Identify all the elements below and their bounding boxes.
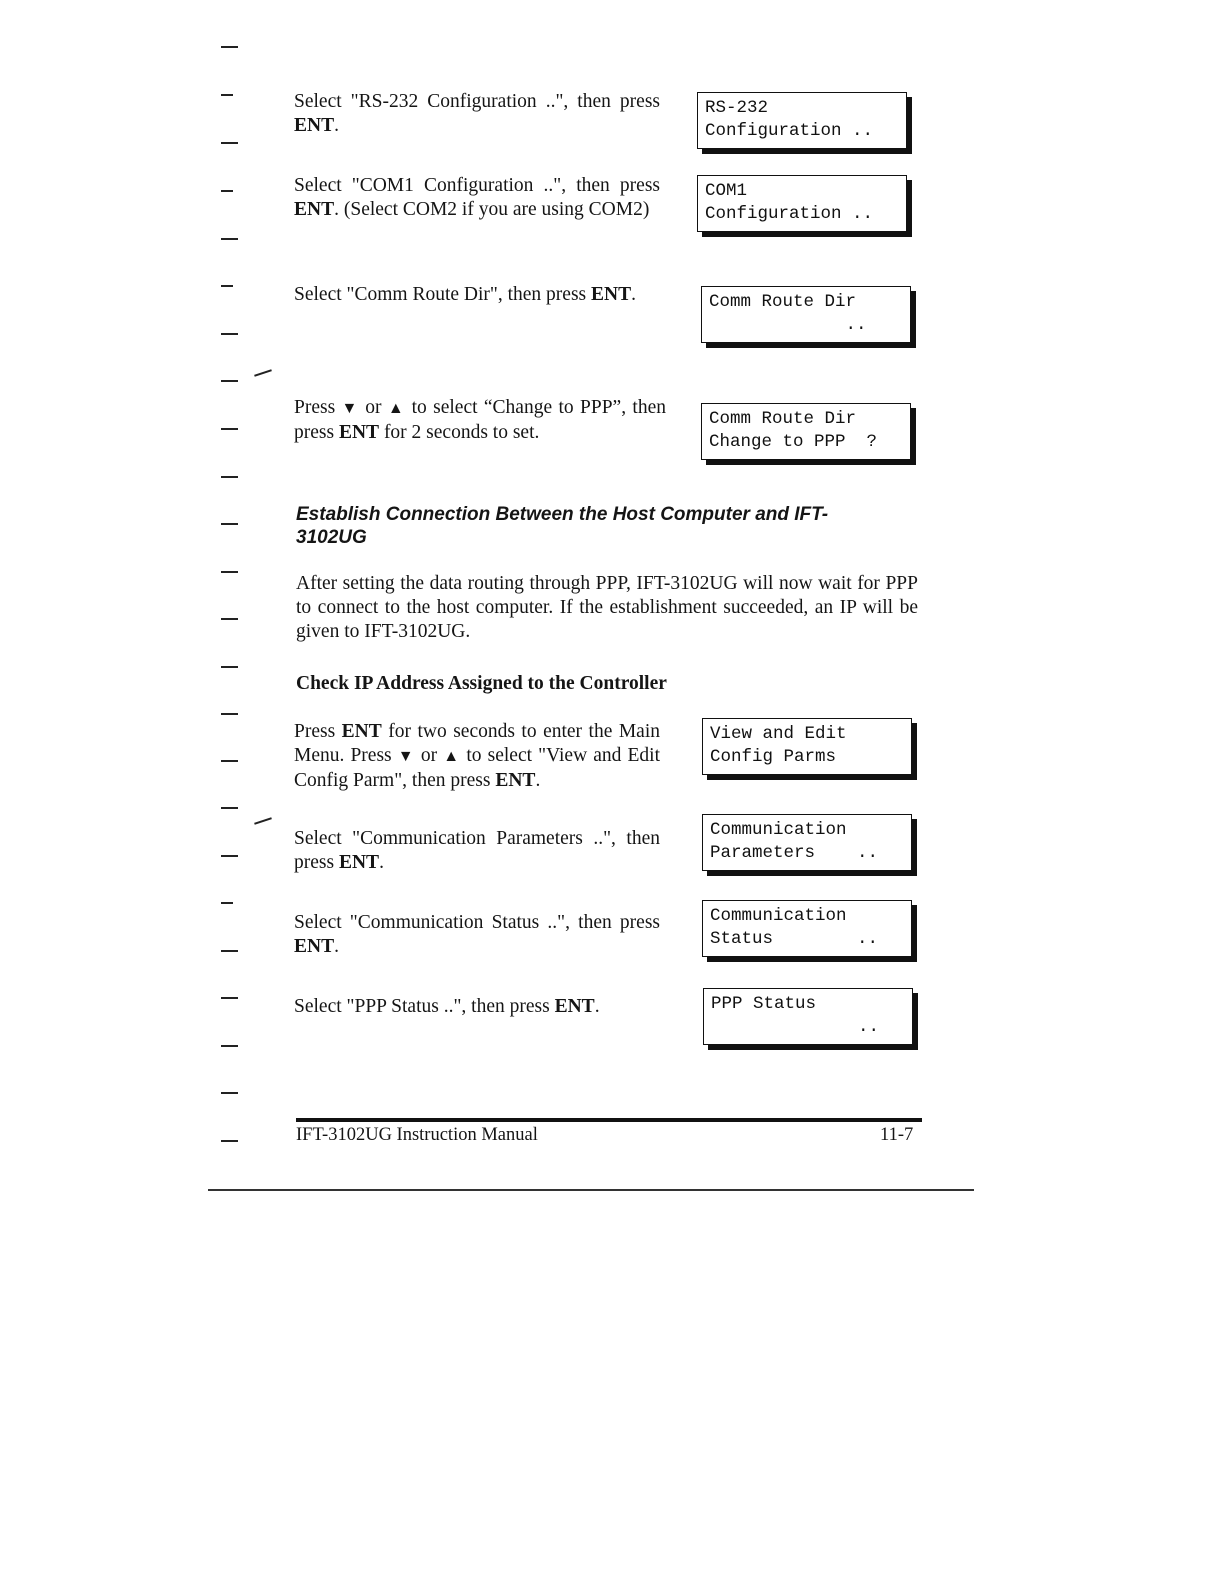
page-bottom-rule [208,1189,974,1191]
margin-mark [221,902,233,904]
subheading: Check IP Address Assigned to the Controller [296,673,667,694]
margin-mark [221,760,238,762]
up-arrow-icon: ▲ [387,400,406,417]
lcd-display-com1 [697,175,907,232]
margin-mark [221,94,233,96]
lcd-display-change-ppp [701,403,911,460]
footer-title: IFT-3102UG Instruction Manual [296,1125,538,1145]
step-com1: Select "COM1 Configuration ..", then press ENT. (Select COM2 if you are using COM2) [294,175,660,220]
step-comm-route: Select "Comm Route Dir", then press ENT. [294,284,636,305]
lcd-line-2: Configuration .. [705,121,874,141]
section-heading-line-1: Establish Connection Between the Host Computer and IFT- [296,504,829,525]
step-rs232: Select "RS-232 Configuration ..", then press ENT. [294,91,660,136]
page-number: 11-7 [880,1125,914,1145]
margin-curl [254,369,272,376]
down-arrow-icon: ▼ [341,400,359,417]
step-ppp-status: Select "PPP Status ..", then press ENT. [294,996,600,1017]
lcd-display-ppp-status [703,988,913,1045]
lcd-display-comm-route [701,286,911,343]
lcd-line-1: Communication [710,820,847,840]
margin-curl [254,817,272,824]
margin-mark [221,1140,238,1142]
margin-mark [221,807,238,809]
lcd-display-view-edit [702,718,912,775]
lcd-display-comm-status [702,900,912,957]
margin-mark [221,1045,238,1047]
footer-rule [296,1118,922,1122]
lcd-line-1: Comm Route Dir [709,292,857,312]
lcd-line-2: .. [711,1017,880,1037]
margin-mark [221,618,238,620]
down-arrow-icon: ▼ [397,748,415,765]
margin-mark [221,380,238,382]
margin-mark [221,476,238,478]
section-heading [296,503,896,549]
lcd-line-1: RS-232 [705,98,769,118]
lcd-line-2: Parameters .. [710,843,879,863]
margin-mark [221,190,233,192]
lcd-line-1: Communication [710,906,847,926]
step-comm-status: Select "Communication Status ..", then press ENT. [294,912,660,957]
lcd-line-2: .. [709,315,867,335]
margin-mark [221,142,238,144]
lcd-line-2: Status .. [710,929,879,949]
lcd-line-2: Config Parms [710,747,837,767]
lcd-display-rs232 [697,92,907,149]
section-heading-line-2: 3102UG [296,527,367,548]
lcd-line-1: Comm Route Dir [709,409,857,429]
step-change-ppp: Press ▼ or ▲ to select “Change to PPP”, then press ENT for 2 seconds to set. [294,397,667,443]
margin-mark [221,950,238,952]
section-paragraph: After setting the data routing through PPP, IFT-3102UG will now wait for PPP to connect to the host computer. If the establishment succeeded, an IP will be given to IFT-3102UG. [296,573,918,642]
step-main-menu: Press ENT for two seconds to enter the Main Menu. Press ▼ or ▲ to select "View and Edit Config Parm", then press ENT. [294,721,660,791]
margin-mark [221,666,238,668]
lcd-line-2: Change to PPP ? [709,432,878,452]
lcd-line-1: COM1 [705,181,748,201]
margin-mark [221,713,238,715]
margin-mark [221,855,238,857]
lcd-line-1: PPP Status [711,994,817,1014]
lcd-display-comm-params [702,814,912,871]
margin-mark [221,238,238,240]
margin-mark [221,523,238,525]
up-arrow-icon: ▲ [443,748,461,765]
lcd-line-1: View and Edit [710,724,847,744]
step-comm-params: Select "Communication Parameters ..", then press ENT. [294,828,660,873]
lcd-line-2: Configuration .. [705,204,874,224]
margin-mark [221,997,238,999]
margin-mark [221,428,238,430]
margin-mark [221,333,238,335]
margin-mark [221,46,238,48]
margin-mark [221,571,238,573]
margin-mark [221,285,233,287]
margin-mark [221,1092,238,1094]
